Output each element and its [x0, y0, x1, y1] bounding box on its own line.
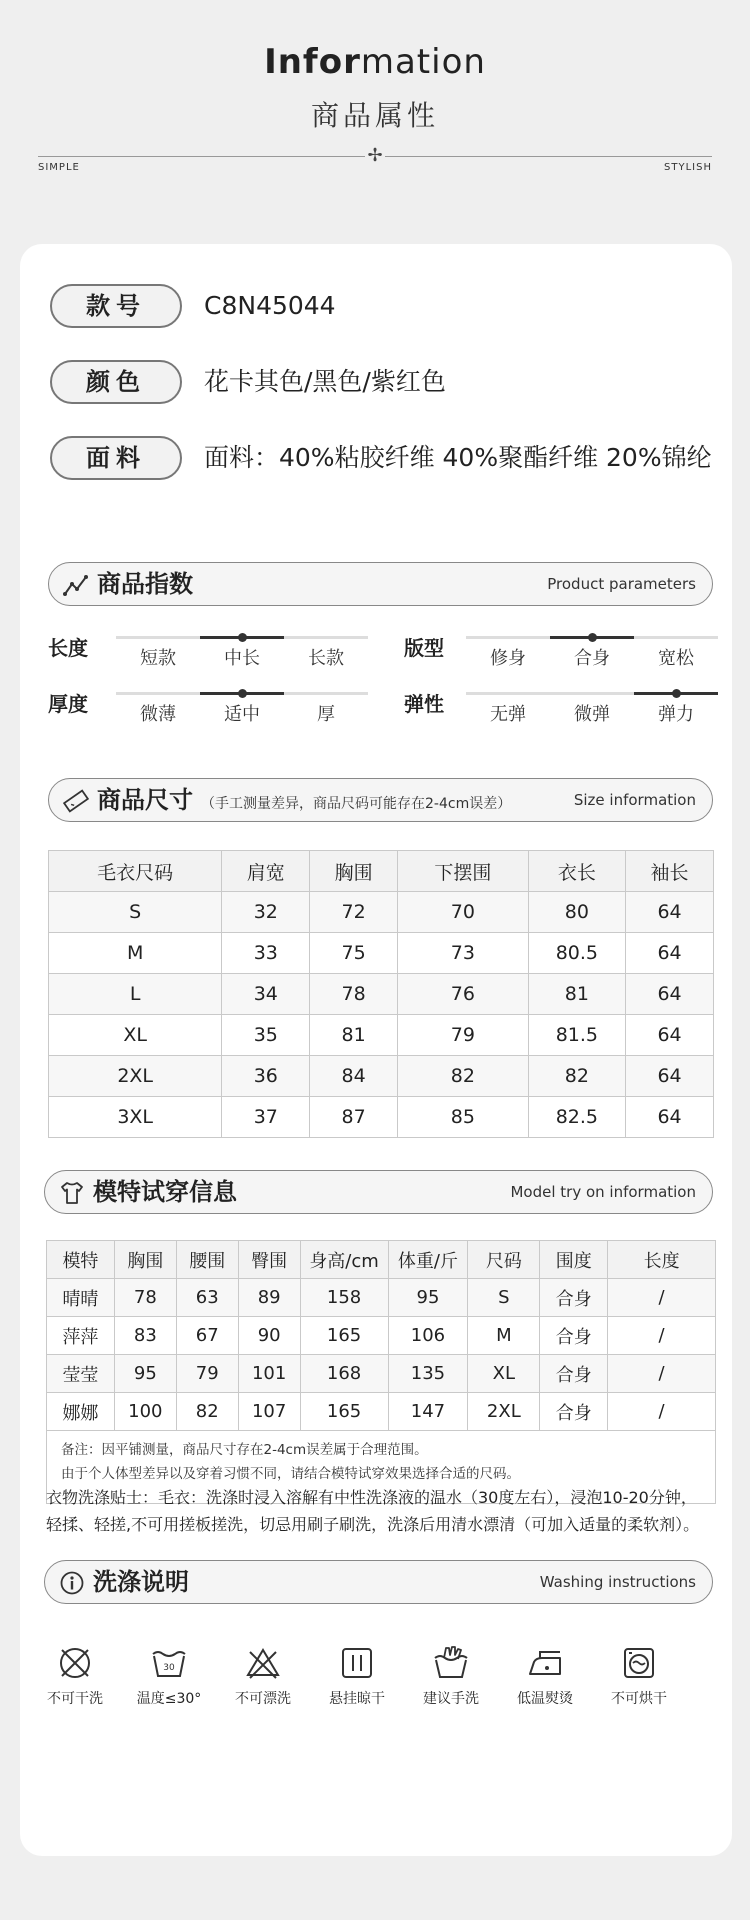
table-cell: 合身 [540, 1317, 608, 1355]
remark-line: 备注：因平铺测量，商品尺寸存在2-4cm误差属于合理范围。 [61, 1442, 428, 1458]
wash-label: 不可烘干 [611, 1691, 667, 1707]
tshirt-icon [59, 1180, 85, 1206]
table-cell: 89 [238, 1279, 300, 1317]
table-row [49, 1015, 714, 1056]
index-dot-elasticity [672, 689, 681, 698]
wash-item-hang-dry [310, 1644, 404, 1708]
attr-value-fabric: 面料：40%粘胶纤维 40%聚酯纤维 20%锦纶 [204, 443, 712, 472]
table-cell: 83 [114, 1317, 176, 1355]
section-washing [44, 1560, 713, 1604]
index-label-thickness: 厚度 [48, 692, 88, 716]
section-en-title: Product parameters [547, 575, 696, 593]
table-cell: 82 [176, 1393, 238, 1431]
hand-wash-icon [432, 1644, 470, 1682]
attr-label-color: 颜色 [50, 360, 182, 404]
section-en-title: Size information [573, 791, 696, 809]
table-cell: M [49, 933, 222, 974]
table-cell: 娜娜 [47, 1393, 115, 1431]
table-cell: / [608, 1355, 716, 1393]
table-header-cell: 胸围 [114, 1241, 176, 1279]
index-option: 宽松 [658, 648, 694, 669]
table-cell: 75 [310, 933, 398, 974]
wash-30-icon [150, 1644, 188, 1682]
table-header-row [47, 1241, 716, 1279]
table-cell: 85 [398, 1097, 529, 1138]
table-cell: 2XL [49, 1056, 222, 1097]
table-cell: 100 [114, 1393, 176, 1431]
table-cell: 67 [176, 1317, 238, 1355]
index-label-elasticity: 弹性 [404, 692, 444, 716]
table-cell: 64 [626, 892, 714, 933]
table-cell: 64 [626, 974, 714, 1015]
table-cell: M [468, 1317, 540, 1355]
table-cell: 168 [300, 1355, 388, 1393]
divider-cross-icon: ✢ [365, 146, 385, 166]
wash-item-temperature [122, 1644, 216, 1708]
wash-label: 不可漂洗 [235, 1691, 291, 1707]
table-cell: 84 [310, 1056, 398, 1097]
index-option: 修身 [490, 648, 526, 669]
table-cell: 64 [626, 1097, 714, 1138]
table-header-cell: 衣长 [528, 851, 626, 892]
index-option: 适中 [224, 704, 260, 725]
table-header-cell: 围度 [540, 1241, 608, 1279]
table-cell: 36 [222, 1056, 310, 1097]
table-cell: 34 [222, 974, 310, 1015]
size-table [48, 850, 714, 1138]
table-cell: 37 [222, 1097, 310, 1138]
wash-label: 温度≤30° [136, 1691, 202, 1707]
table-cell: 63 [176, 1279, 238, 1317]
no-tumble-dry-icon [620, 1644, 658, 1682]
table-header-cell: 毛衣尺码 [49, 851, 222, 892]
table-cell: 90 [238, 1317, 300, 1355]
attr-value-color: 花卡其色/黑色/紫红色 [204, 367, 446, 396]
table-header-cell: 身高/cm [300, 1241, 388, 1279]
table-row [49, 974, 714, 1015]
table-cell: L [49, 974, 222, 1015]
info-card [20, 244, 732, 1856]
table-cell: XL [468, 1355, 540, 1393]
index-option: 弹力 [658, 704, 694, 725]
table-cell: 87 [310, 1097, 398, 1138]
table-header-cell: 体重/斤 [388, 1241, 468, 1279]
table-cell: 3XL [49, 1097, 222, 1138]
low-iron-icon [526, 1644, 564, 1682]
table-header-cell: 胸围 [310, 851, 398, 892]
remark-line: 由于个人体型差异以及穿着习惯不同，请结合模特试穿效果选择合适的尺码。 [61, 1466, 520, 1482]
no-bleach-icon [244, 1644, 282, 1682]
table-cell: 合身 [540, 1279, 608, 1317]
table-cell: / [608, 1279, 716, 1317]
hang-dry-icon [338, 1644, 376, 1682]
wash-label: 建议手洗 [423, 1691, 479, 1707]
table-cell: 33 [222, 933, 310, 974]
wash-item-no-dry-clean [28, 1644, 122, 1708]
attr-label-fabric: 面料 [50, 436, 182, 480]
table-cell: 81 [310, 1015, 398, 1056]
section-product-index [48, 562, 713, 606]
table-row [49, 1056, 714, 1097]
index-option: 微弹 [574, 704, 610, 725]
table-cell: 95 [388, 1279, 468, 1317]
wash-label: 悬挂晾干 [329, 1691, 385, 1707]
table-cell: 101 [238, 1355, 300, 1393]
table-cell: S [49, 892, 222, 933]
table-cell: 82 [528, 1056, 626, 1097]
table-cell: 80 [528, 892, 626, 933]
wash-temp-text: 30 [163, 1663, 175, 1673]
table-cell: 147 [388, 1393, 468, 1431]
header-subtitle: 商品属性 [310, 99, 439, 132]
table-cell: 76 [398, 974, 529, 1015]
table-cell: 81 [528, 974, 626, 1015]
table-header-cell: 袖长 [626, 851, 714, 892]
table-cell: 107 [238, 1393, 300, 1431]
table-cell: 64 [626, 933, 714, 974]
index-option: 厚 [317, 704, 335, 725]
table-header-cell: 腰围 [176, 1241, 238, 1279]
attr-label-style-no: 款号 [50, 284, 182, 328]
section-note: （手工测量差异，商品尺码可能存在2-4cm误差） [201, 796, 512, 812]
section-model-info [44, 1170, 713, 1214]
table-cell: 158 [300, 1279, 388, 1317]
table-cell: 135 [388, 1355, 468, 1393]
table-cell: 81.5 [528, 1015, 626, 1056]
wash-item-low-iron [498, 1644, 592, 1708]
table-cell: 78 [310, 974, 398, 1015]
info-icon [59, 1570, 85, 1596]
table-header-cell: 长度 [608, 1241, 716, 1279]
table-cell: 165 [300, 1393, 388, 1431]
table-cell: 73 [398, 933, 529, 974]
table-cell: 萍萍 [47, 1317, 115, 1355]
table-cell: 95 [114, 1355, 176, 1393]
index-option: 无弹 [490, 704, 526, 725]
table-cell: 82.5 [528, 1097, 626, 1138]
table-cell: 2XL [468, 1393, 540, 1431]
attr-value-style-no: C8N45044 [204, 291, 336, 320]
wash-label: 不可干洗 [47, 1691, 103, 1707]
washing-tips: 衣物洗涤贴士：毛衣：洗涤时浸入溶解有中性洗涤液的温水（30度左右），浸泡10-20分钟，轻揉、轻搓,不可用搓板搓洗，切忌用刷子刷洗，洗涤后用清水漂清（可加入适量的柔软剂）。 [46, 1488, 700, 1534]
section-title-text: 商品尺寸 [97, 786, 193, 814]
table-cell: 合身 [540, 1355, 608, 1393]
index-option: 合身 [574, 648, 610, 669]
table-cell: 合身 [540, 1393, 608, 1431]
table-cell: / [608, 1393, 716, 1431]
table-cell: 72 [310, 892, 398, 933]
table-header-cell: 臀围 [238, 1241, 300, 1279]
table-cell: 79 [176, 1355, 238, 1393]
index-dot-fit [588, 633, 597, 642]
index-label-length: 长度 [48, 636, 88, 660]
table-row [49, 892, 714, 933]
table-cell: 80.5 [528, 933, 626, 974]
table-row [47, 1317, 716, 1355]
header-right-tag: STYLISH [664, 162, 712, 173]
section-title: 洗涤说明 [93, 1568, 189, 1596]
table-row [49, 933, 714, 974]
section-size-info [48, 778, 713, 822]
header-title-light: mation [360, 42, 486, 82]
wash-label: 低温熨烫 [517, 1691, 573, 1707]
table-cell: 64 [626, 1015, 714, 1056]
table-cell: 70 [398, 892, 529, 933]
wash-item-no-tumble-dry [592, 1644, 686, 1708]
table-row [49, 1097, 714, 1138]
table-cell: 79 [398, 1015, 529, 1056]
wash-item-hand-wash [404, 1644, 498, 1708]
index-option: 微薄 [140, 704, 176, 725]
section-en-title: Model try on information [510, 1183, 696, 1201]
table-header-cell: 肩宽 [222, 851, 310, 892]
ruler-icon [63, 788, 89, 814]
model-table [46, 1240, 716, 1431]
table-row [47, 1393, 716, 1431]
table-cell: 莹莹 [47, 1355, 115, 1393]
header-title-bold: Infor [264, 42, 361, 82]
table-header-cell: 下摆围 [398, 851, 529, 892]
section-title: 模特试穿信息 [93, 1178, 237, 1206]
table-cell: S [468, 1279, 540, 1317]
no-dry-clean-icon [56, 1644, 94, 1682]
table-cell: 165 [300, 1317, 388, 1355]
table-cell: 82 [398, 1056, 529, 1097]
table-cell: 78 [114, 1279, 176, 1317]
table-cell: 晴晴 [47, 1279, 115, 1317]
table-cell: XL [49, 1015, 222, 1056]
section-title [97, 779, 511, 825]
index-option: 中长 [224, 648, 260, 669]
table-cell: 32 [222, 892, 310, 933]
index-dot-length [238, 633, 247, 642]
table-row [47, 1355, 716, 1393]
table-header-cell: 模特 [47, 1241, 115, 1279]
table-header-row [49, 851, 714, 892]
section-title: 商品指数 [97, 570, 193, 598]
table-cell: / [608, 1317, 716, 1355]
header-title [0, 42, 750, 82]
header-left-tag: SIMPLE [38, 162, 80, 173]
index-label-fit: 版型 [404, 636, 444, 660]
index-option: 短款 [140, 648, 176, 669]
wash-item-no-bleach [216, 1644, 310, 1708]
table-cell: 106 [388, 1317, 468, 1355]
trend-line-icon [63, 572, 89, 598]
section-en-title: Washing instructions [539, 1573, 696, 1591]
table-cell: 64 [626, 1056, 714, 1097]
table-header-cell: 尺码 [468, 1241, 540, 1279]
table-row [47, 1279, 716, 1317]
index-option: 长款 [308, 648, 344, 669]
index-dot-thickness [238, 689, 247, 698]
table-cell: 35 [222, 1015, 310, 1056]
